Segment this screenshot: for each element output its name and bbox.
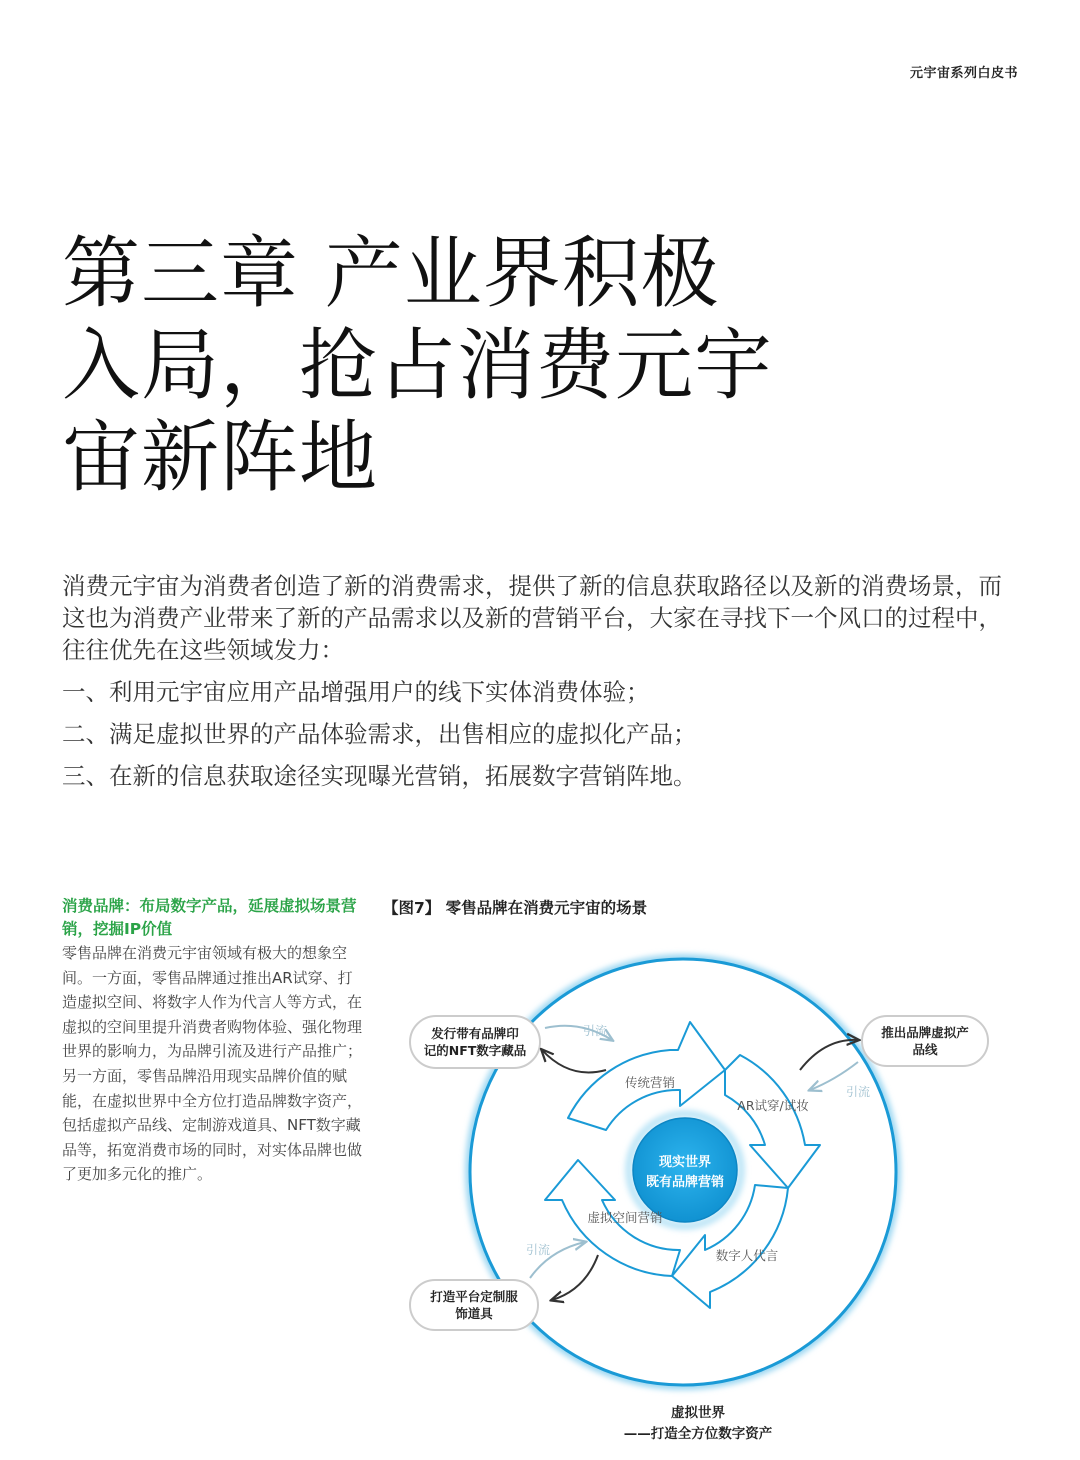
box-game-props-label: 打造平台定制服 [430, 1289, 518, 1304]
box-virtual-line-label: 推出品牌虚拟产 [881, 1025, 969, 1040]
outer-label-title: 虚拟世界 [671, 1405, 725, 1421]
sidebar [62, 895, 362, 1187]
chapter-title-line: 入局，抢占消费元宇 [62, 321, 774, 411]
center-circle [633, 1118, 737, 1222]
box-nft [410, 1016, 540, 1068]
segment-label-digital-human: 数字人代言 [715, 1248, 779, 1263]
traffic-label: 引流 [845, 1085, 871, 1099]
traffic-label: 引流 [582, 1024, 608, 1038]
figure-caption: 【图7】 零售品牌在消费元宇宙的场景 [383, 899, 648, 917]
traffic-label: 引流 [525, 1243, 551, 1257]
sidebar-heading: 消费品牌：布局数字产品，延展虚拟场景营销，挖掘IP价值 [62, 897, 357, 938]
intro-section [62, 570, 1022, 792]
segment-label-ar: AR试穿/试妆 [737, 1098, 809, 1113]
intro-list-item: 一、利用元宇宙应用产品增强用户的线下实体消费体验； [62, 678, 650, 706]
box-game-props [410, 1280, 538, 1330]
intro-list-item: 二、满足虚拟世界的产品体验需求，出售相应的虚拟化产品； [62, 720, 697, 748]
series-title: 元宇宙系列白皮书 [909, 66, 1018, 81]
box-nft-label: 记的NFT数字藏品 [423, 1043, 527, 1058]
chapter-title-line: 宙新阵地 [62, 413, 379, 503]
intro-paragraph: 消费元宇宙为消费者创造了新的消费需求，提供了新的信息获取路径以及新的消费场景，而这也为消费产业带来了新的产品需求以及新的营销平台，大家在寻找下一个风口的过程中，往往优先在这些领域发力： [62, 572, 1002, 664]
center-label: 现实世界 [658, 1155, 712, 1170]
chapter-title-line: 第三章 产业界积极 [62, 229, 720, 319]
segment-label-virtual-space: 虚拟空间营销 [587, 1210, 663, 1225]
box-nft-label: 发行带有品牌印 [431, 1026, 519, 1041]
box-virtual-line-label: 品线 [912, 1042, 938, 1057]
box-game-props-label: 饰道具 [455, 1306, 493, 1321]
center-label: 既有品牌营销 [645, 1175, 725, 1190]
segment-label-traditional: 传统营销 [624, 1075, 676, 1090]
figure-diagram [380, 930, 1060, 1450]
chapter-title [62, 228, 774, 504]
sidebar-body: 零售品牌在消费元宇宙领域有极大的想象空间。一方面，零售品牌通过推出AR试穿、打造虚拟空间、将数字人作为代言人等方式，在虚拟的空间里提升消费者购物体验、强化物理世界的影响力，为品牌引流及进行产品推广；另一方面，零售品牌沿用现实品牌价值的赋能，在虚拟世界中全方位打造品牌数字资产，包括虚拟产品线、定制游戏道具、NFT数字藏品等，拓宽消费市场的同时，对实体品牌也做了更加多元化的推广。 [62, 944, 363, 1184]
outer-label-subtitle: ——打造全方位数字资产 [623, 1426, 773, 1442]
box-virtual-line [862, 1016, 988, 1066]
diagram-svg [380, 930, 1060, 1450]
intro-list-item: 三、在新的信息获取途径实现曝光营销，拓展数字营销阵地。 [62, 762, 697, 790]
